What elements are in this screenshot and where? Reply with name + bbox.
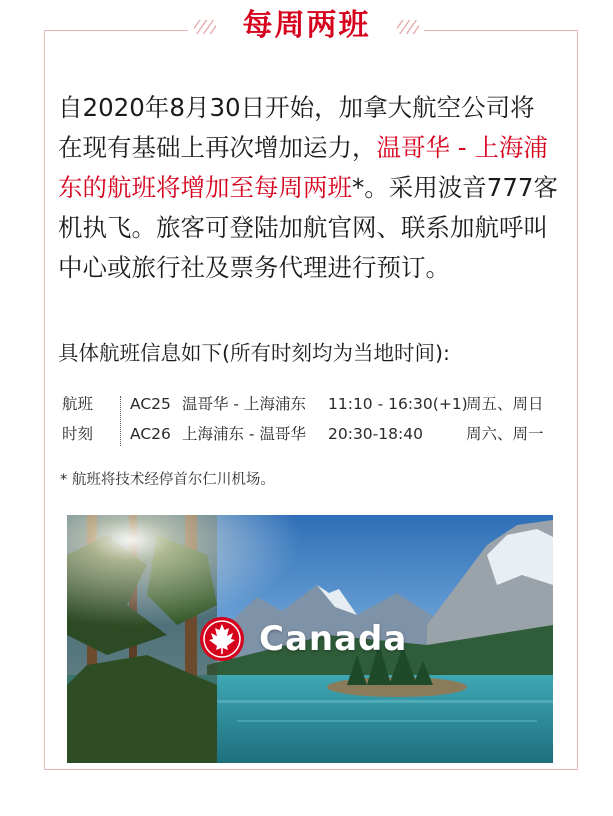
schedule-divider bbox=[120, 396, 121, 446]
flight-time: 11:10 - 16:30(+1) bbox=[328, 395, 468, 413]
intro-paragraph bbox=[58, 88, 558, 288]
flight-time: 20:30-18:40 bbox=[328, 425, 423, 443]
footnote: * 航班将技术经停首尔仁川机场。 bbox=[60, 472, 275, 488]
flight-row bbox=[130, 420, 570, 448]
flight-code: AC25 bbox=[130, 395, 171, 413]
maple-leaf-roundel-icon bbox=[199, 616, 245, 662]
canada-wordmark: Canada bbox=[259, 619, 408, 659]
flight-row bbox=[130, 390, 570, 418]
schedule-label-line1: 航班 bbox=[62, 395, 94, 413]
air-canada-brand bbox=[199, 616, 407, 662]
flight-route: 上海浦东 - 温哥华 bbox=[182, 425, 306, 443]
flight-days: 周五、周日 bbox=[466, 395, 544, 413]
flight-route: 温哥华 - 上海浦东 bbox=[182, 395, 306, 413]
flight-code: AC26 bbox=[130, 425, 171, 443]
canada-banner-photo bbox=[67, 515, 553, 763]
schedule-label-line2: 时刻 bbox=[62, 425, 94, 443]
schedule-heading: 具体航班信息如下(所有时刻均为当地时间): bbox=[58, 341, 450, 365]
intro-text-before: 自2020年8月30日开始，加拿大航空公司将在现有基础上再次增加运力， bbox=[58, 93, 535, 162]
flight-days: 周六、周一 bbox=[466, 425, 544, 443]
flight-schedule bbox=[58, 390, 568, 452]
intro-highlight: 温哥华 - 上海浦东的航班将增加至每周两班 bbox=[58, 133, 548, 202]
page-title: 每周两班 bbox=[242, 8, 371, 43]
intro-text-after: *。采用波音777客机执飞。旅客可登陆加航官网、联系加航呼叫中心或旅行社及票务代理进行预订。 bbox=[58, 173, 559, 282]
